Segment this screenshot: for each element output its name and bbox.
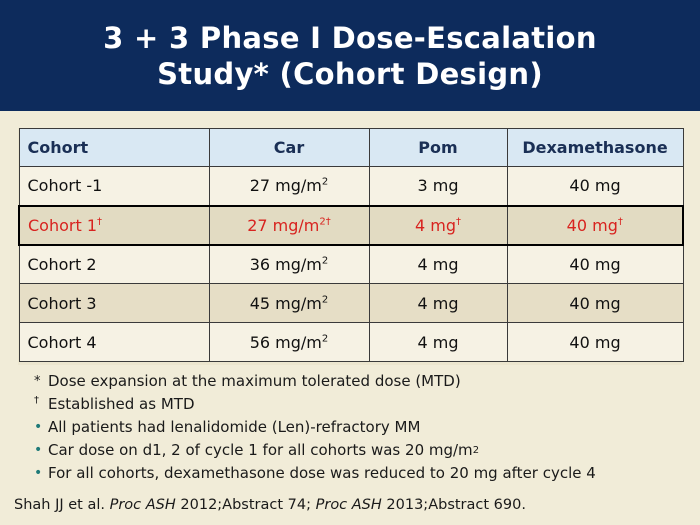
footnotes-and-bullets [34, 370, 674, 485]
cell-cohort: Cohort 2 [19, 245, 209, 284]
footnote-dagger-text: Established as MTD [48, 395, 195, 413]
cell-car: 27 $mg/m^{2\dagger}$ [209, 206, 369, 245]
table-row-highlighted [19, 206, 683, 245]
bullet-icon: • [34, 442, 43, 458]
cell-cohort: Cohort 4 [19, 323, 209, 362]
citation: Shah JJ et al. Proc ASH 2012;Abstract 74; Proc ASH 2013;Abstract 690. [14, 497, 526, 513]
title-banner [0, 0, 700, 111]
cell-cohort: Cohort -1 [19, 167, 209, 206]
table-row [19, 167, 683, 206]
citation-journal: Proc ASH [109, 497, 176, 513]
cell-car: 36 $mg/m^2$ [209, 245, 369, 284]
cell-pom: 4 mg† [369, 206, 507, 245]
cell-car: 45 $mg/m^2$ [209, 284, 369, 323]
cell-dex: 40 mg [507, 245, 683, 284]
table-row [19, 284, 683, 323]
footnote-asterisk [34, 370, 674, 393]
citation-journal: Proc ASH [315, 497, 382, 513]
cell-dex: 40 mg [507, 167, 683, 206]
cell-dex: 40 mg [507, 284, 683, 323]
cell-dex: 40 mg [507, 323, 683, 362]
header-pom: Pom [369, 129, 507, 167]
bullet-item: • Car dose on d1, 2 of cycle 1 for all cohorts was 20 mg/m 2 [34, 439, 674, 462]
header-dexamethasone: Dexamethasone [507, 129, 683, 167]
slide-title-line-1: 3 + 3 Phase I Dose-Escalation [103, 20, 597, 55]
cell-pom: 3 mg [369, 167, 507, 206]
cell-pom: 4 mg [369, 245, 507, 284]
cell-dex: 40 mg† [507, 206, 683, 245]
bullet-item [34, 462, 674, 485]
cohort-table [18, 128, 684, 362]
table-row [19, 323, 683, 362]
cohort-table-container [18, 128, 682, 365]
cell-car: 56 $mg/m^2$ [209, 323, 369, 362]
footnote-asterisk-text: Dose expansion at the maximum tolerated dose (MTD) [48, 372, 461, 390]
bullet-text: For all cohorts, dexamethasone dose was reduced to 20 mg after cycle 4 [48, 464, 596, 482]
bullet-text: All patients had lenalidomide (Len)-refractory MM [48, 418, 421, 436]
cell-cohort: Cohort 1† [19, 206, 209, 245]
header-cohort: Cohort [19, 129, 209, 167]
table-row [19, 245, 683, 284]
bullet-text: Car dose on d1, 2 of cycle 1 for all cohorts was 20 mg/m [48, 441, 473, 459]
cell-pom: 4 mg [369, 323, 507, 362]
bullet-icon: • [34, 465, 43, 481]
footnote-dagger [34, 393, 674, 416]
dagger-symbol: † [34, 395, 39, 406]
slide-title-line-2: Study* (Cohort Design) [157, 56, 543, 91]
bullet-icon: • [34, 419, 43, 435]
cell-car: 27 $mg/m^2$ [209, 167, 369, 206]
cell-pom: 4 mg [369, 284, 507, 323]
bullet-item [34, 416, 674, 439]
cell-cohort: Cohort 3 [19, 284, 209, 323]
table-header-row [19, 129, 683, 167]
asterisk-symbol: * [34, 374, 41, 389]
header-car: Car [209, 129, 369, 167]
